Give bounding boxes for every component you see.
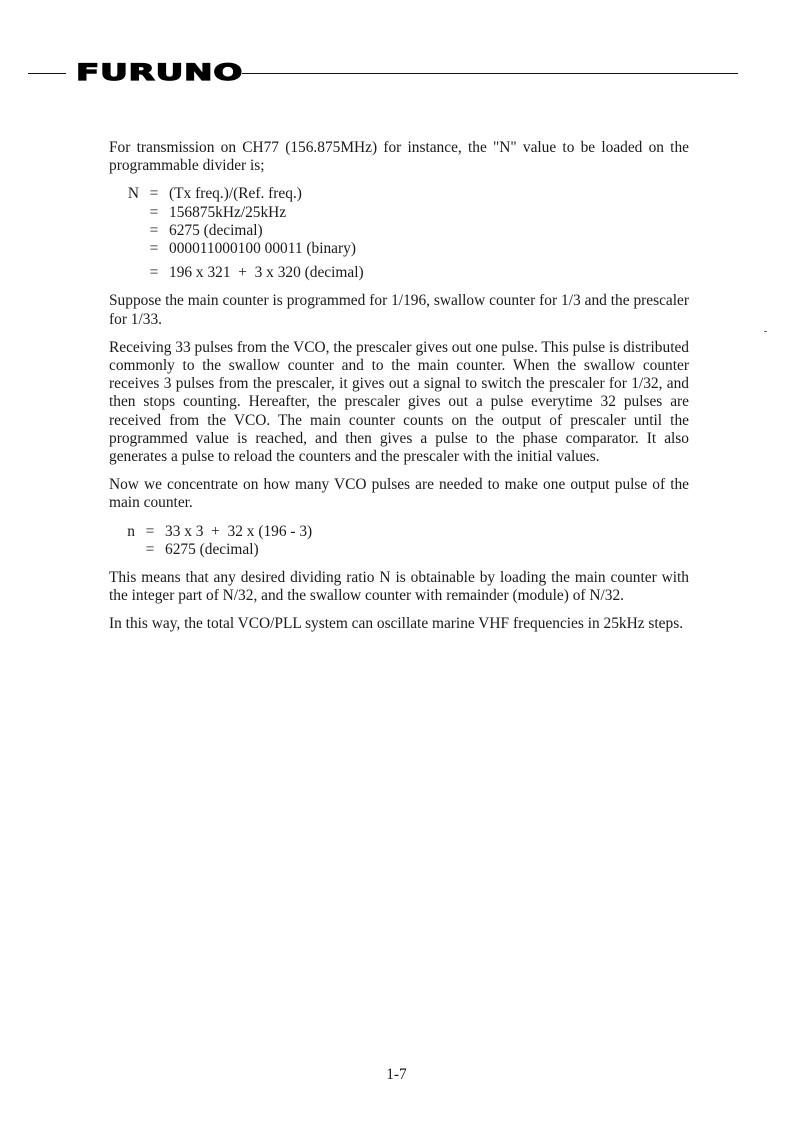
header-rule-right <box>242 73 738 74</box>
page-header <box>28 62 738 86</box>
equation-row <box>109 523 689 541</box>
furuno-logo: FURUNO <box>76 61 244 86</box>
equation-row <box>109 264 689 282</box>
equation-row <box>109 204 689 222</box>
equals-sign: = <box>149 185 159 203</box>
equation-rhs: 6275 (decimal) <box>169 221 263 239</box>
equals-sign: = <box>145 540 155 558</box>
paragraph-intro: For transmission on CH77 (156.875MHz) for instance, the "N" value to be loaded on the programmable divider is; <box>109 139 689 175</box>
equation-row <box>109 222 689 240</box>
equals-sign: = <box>149 221 159 239</box>
equation-rhs: (Tx freq.)/(Ref. freq.) <box>169 185 302 203</box>
equation-n-value <box>109 185 689 282</box>
equals-sign: = <box>145 522 155 540</box>
equation-row <box>109 240 689 258</box>
equation-rhs: 33 x 3 + 32 x (196 - 3) <box>165 522 313 540</box>
page-number: 1-7 <box>386 1066 407 1083</box>
header-rule-left <box>28 73 66 74</box>
paragraph-prescaler-operation: Receiving 33 pulses from the VCO, the prescaler gives out one pulse. This pulse is distributed commonly to the swallow counter and to the main counter. When the swallow counter receives 3 pulses from the prescaler, it gives out a signal to switch the prescaler for 1/32, and then stops counting. Hereafter, the prescaler gives out a pulse everytime 32 pulses are received from the VCO. The main counter counts on the output of prescaler until the programmed value is reached, and then gives a pulse to the phase comparator. It also generates a pulse to reload the counters and the prescaler with the initial values. <box>109 338 689 465</box>
equals-sign: = <box>149 239 159 257</box>
paragraph-counter-setup: Suppose the main counter is programmed for 1/196, swallow counter for 1/3 and the prescaler for 1/33. <box>109 292 689 328</box>
equation-rhs: 156875kHz/25kHz <box>169 203 287 221</box>
equation-rhs: 000011000100 00011 (binary) <box>169 239 356 257</box>
equation-lhs: n <box>127 522 135 540</box>
body-content <box>109 139 689 644</box>
equation-row <box>109 185 689 203</box>
equation-rhs: 6275 (decimal) <box>165 540 259 558</box>
equals-sign: = <box>149 264 159 282</box>
margin-mark <box>764 331 767 332</box>
paragraph-vco-pulses: Now we concentrate on how many VCO pulses are needed to make one output pulse of the main counter. <box>109 476 689 512</box>
equation-pulse-count <box>109 523 689 559</box>
paragraph-dividing-ratio: This means that any desired dividing ratio N is obtainable by loading the main counter with the integer part of N/32, and the swallow counter with remainder (module) of N/32. <box>109 568 689 605</box>
equation-lhs: N <box>127 185 139 203</box>
equation-row <box>109 541 689 559</box>
equation-rhs: 196 x 321 + 3 x 320 (decimal) <box>169 264 364 282</box>
paragraph-vhf-steps: In this way, the total VCO/PLL system can oscillate marine VHF frequencies in 25kHz steps. <box>109 615 684 633</box>
equals-sign: = <box>149 203 159 221</box>
